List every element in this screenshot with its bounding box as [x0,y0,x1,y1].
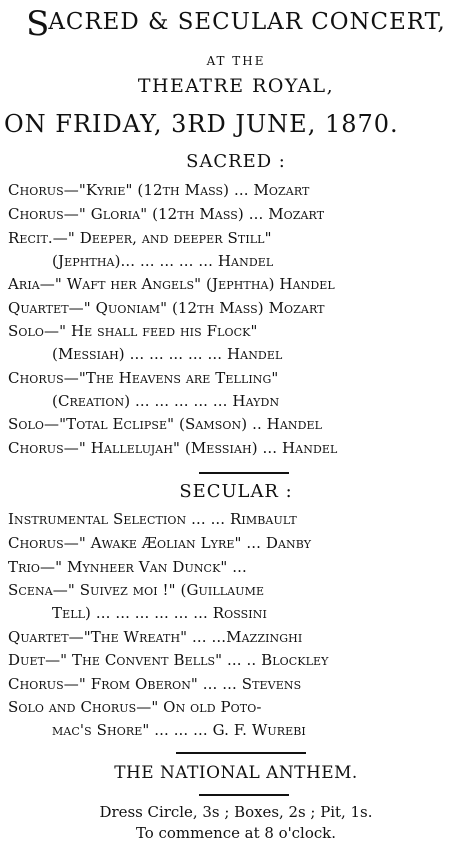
program-line: (Messiah) ... ... ... ... ... Handel [52,345,283,363]
program-line: Chorus—" Gloria" (12th Mass) ... Mozart [8,205,325,223]
program-line: Duet—" The Convent Bells" ... .. Blockley [8,651,329,669]
title-initial: S [26,4,51,44]
program-line: Solo and Chorus—" On old Poto- [8,698,262,716]
section-divider [199,794,289,796]
section-divider [199,472,289,474]
program-line: Solo—"Total Eclipse" (Samson) .. Handel [8,415,323,433]
venue-name: THEATRE ROYAL, [137,75,335,97]
start-time: To commence at 8 o'clock. [135,824,336,842]
program-line: Tell) ... ... ... ... ... ... Rossini [52,604,267,622]
concert-title [1,4,471,44]
program-line: Instrumental Selection ... ... Rimbault [8,510,297,528]
concert-date: ON FRIDAY, 3RD JUNE, 1870. [4,110,399,138]
title-rest: ACRED & SECULAR CONCERT, [48,9,446,35]
program-line: Quartet—"The Wreath" ... ...Mazzinghi [8,628,303,646]
program-line: Aria—" Waft her Angels" (Jephtha) Handel [8,275,335,293]
section-divider [176,752,306,754]
at-the-label: AT THE [206,54,266,68]
program-line: Scena—" Suivez moi !" (Guillaume [8,581,265,599]
program-line: Recit.—" Deeper, and deeper Still" [8,229,272,247]
program-line: Chorus—" Awake Æolian Lyre" ... Danby [8,534,312,552]
program-line: (Creation) ... ... ... ... ... Haydn [52,392,280,410]
program-line: Solo—" He shall feed his Flock" [8,322,258,340]
program-line: Quartet—" Quoniam" (12th Mass) Mozart [8,299,325,317]
program-line: mac's Shore" ... ... ... G. F. Wurebi [52,721,306,739]
program-line: Chorus—" From Oberon" ... ... Stevens [8,675,302,693]
program-line: Chorus—"The Heavens are Telling" [8,369,279,387]
program-line: (Jephtha)... ... ... ... ... Handel [52,252,274,270]
secular-heading: SECULAR : [179,481,293,502]
admission-prices: Dress Circle, 3s ; Boxes, 2s ; Pit, 1s. [99,803,373,821]
program-line: Chorus—" Hallelujah" (Messiah) ... Handel [8,439,338,457]
national-anthem: THE NATIONAL ANTHEM. [114,763,358,783]
sacred-heading: SACRED : [186,151,286,172]
program-line: Trio—" Mynheer Van Dunck" ... [8,558,247,576]
program-line: Chorus—"Kyrie" (12th Mass) ... Mozart [8,181,310,199]
